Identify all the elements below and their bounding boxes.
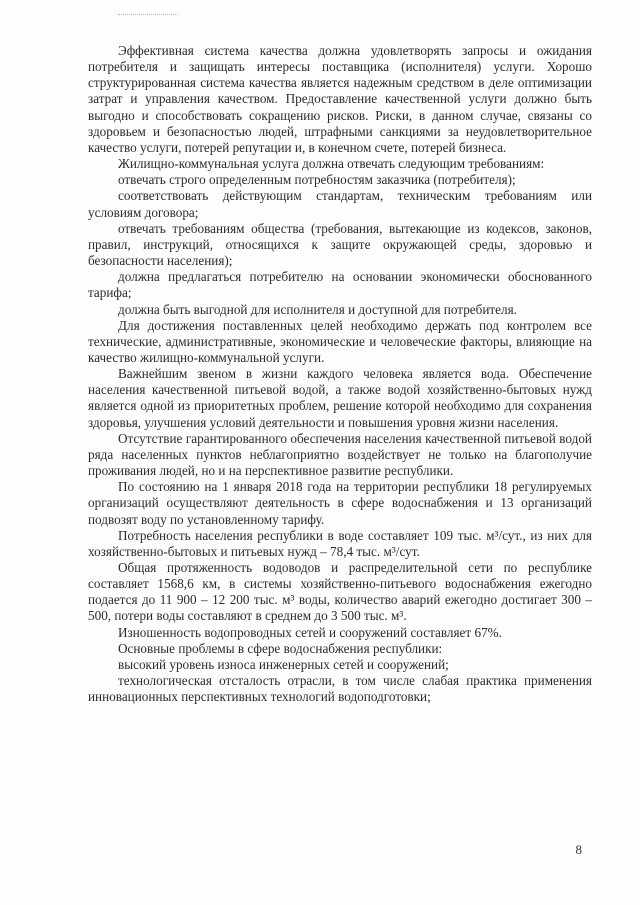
requirement-item: отвечать строго определенным потребностям заказчика (потребителя); (118, 172, 516, 188)
paragraph-network-wear: Изношенность водопроводных сетей и сооружений составляет 67%. (118, 624, 502, 640)
paragraph-network-length: Общая протяженность водоводов и распределительной сети по республике составляет 1568,6 км, в системы хозяйственно-питьевого водоснабжения ежегодно подается до 11 900 – 12 200 тыс. м³ воды, количество аварий ежегодно достигает 300 – 500, потери воды составляют в среднем до 3 500 тыс. м³. (88, 560, 592, 624)
paragraph-control-factors: Для достижения поставленных целей необходимо держать под контролем все технические, административные, экономические и человеческие факторы, влияющие на качество жилищно-коммунальной услуги. (88, 317, 592, 365)
paragraph-water-demand: Потребность населения республики в воде составляет 109 тыс. м³/сут., из них для хозяйственно-бытовых и питьевых нужд – 78,4 тыс. м³/сут. (88, 527, 592, 559)
paragraph-quality-system: Эффективная система качества должна удовлетворять запросы и ожидания потребителя и защищать интересы поставщика (исполнителя) услуги. Хорошо структурированная система качества является надежным средством в деле оптимизации затрат и управления качеством. Предоставление качественной услуги должно быть выгодно и способствовать сокращению рисков. Риски, в данном случае, связаны со здоровьем и безопасностью людей, штрафными санкциями за неудовлетворительное качество услуги, потерей репутации и, в конечном счете, потерей бизнеса. (88, 43, 592, 155)
problem-item: высокий уровень износа инженерных сетей и сооружений; (118, 656, 449, 672)
requirement-item: должна предлагаться потребителю на основании экономически обоснованного тарифа; (88, 269, 592, 301)
paragraph-water-importance: Важнейшим звеном в жизни каждого человека является вода. Обеспечение населения качественной питьевой водой, а также водой хозяйственно-бытовых нужд является одной из приоритетных проблем, решение которой необходимо для сохранения здоровья, улучшения условий деятельности и повышения уровня жизни населения. (88, 366, 592, 430)
paragraph-water-supply-absence: Отсутствие гарантированного обеспечения населения качественной питьевой водой ряда населенных пунктов неблагоприятно воздействует не только на благополучие проживания людей, но и на перспективное развитие республики. (88, 430, 592, 479)
requirement-item: соответствовать действующим стандартам, техническим требованиям или условиям договора; (88, 188, 592, 220)
problem-item: технологическая отсталость отрасли, в том числе слабая практика применения инновационных перспективных технологий водоподготовки; (88, 673, 592, 705)
scan-header-mark (118, 14, 178, 18)
paragraph-requirements-intro: Жилищно-коммунальная услуга должна отвечать следующим требованиям: (118, 156, 545, 172)
page-number: 8 (575, 842, 582, 857)
paragraph-organizations: По состоянию на 1 января 2018 года на территории республики 18 регулируемых организаций осуществляют деятельность в сфере водоснабжения и 13 организаций подвозят воду по установленному тарифу. (88, 479, 592, 527)
requirement-item: должна быть выгодной для исполнителя и доступной для потребителя. (118, 301, 517, 317)
requirement-item: отвечать требованиям общества (требования, вытекающие из кодексов, законов, правил, инструкций, относящихся к защите окружающей среды, здоровью и безопасности населения); (88, 220, 592, 269)
document-body (88, 43, 592, 705)
paragraph-main-problems: Основные проблемы в сфере водоснабжения республики: (118, 640, 443, 656)
